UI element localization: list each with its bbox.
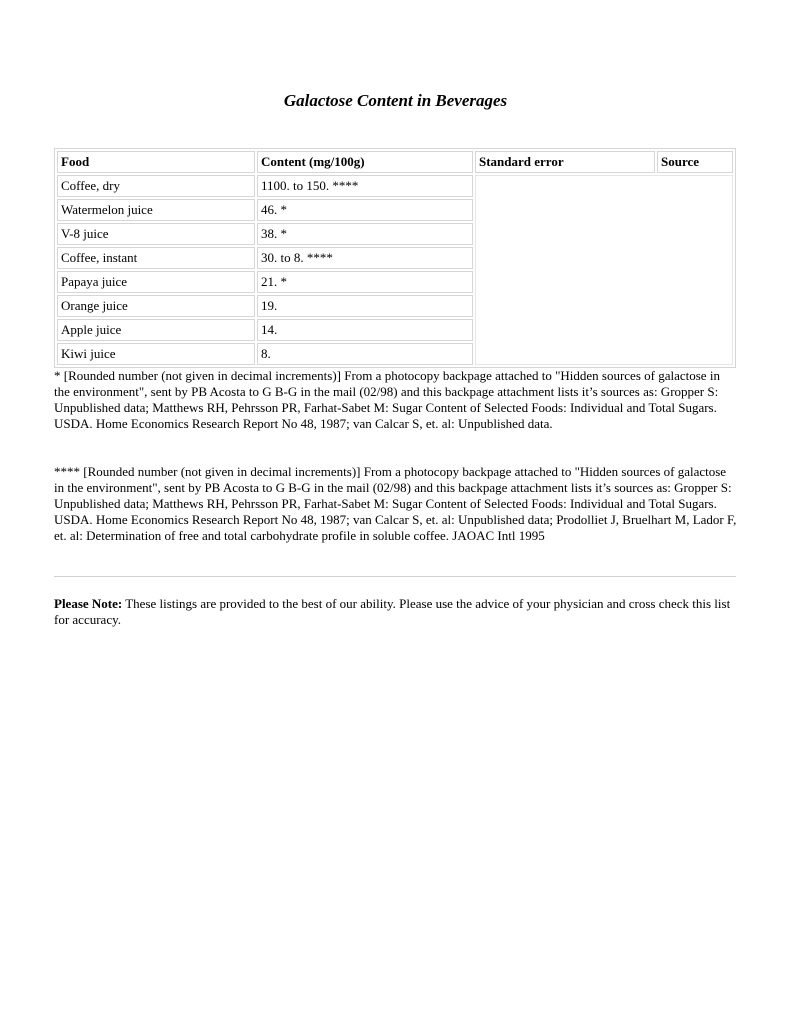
table-header-row	[57, 151, 733, 173]
please-note	[54, 596, 738, 628]
cell-food: Papaya juice	[57, 271, 255, 293]
please-note-label: Please Note:	[54, 596, 123, 611]
cell-content: 46. *	[257, 199, 473, 221]
cell-content: 38. *	[257, 223, 473, 245]
footnote-single-asterisk: * [Rounded number (not given in decimal increments)] From a photocopy backpage attached to "Hidden sources of galactose in the environment", sent by PB Acosta to G B-G in the mail (02/98) and this backpage attachment lists it’s sources as: Gropper S: Unpublished data; Matthews RH, Pehrsson PR, Farhat-Sabet M: Sugar Content of Selected Foods: Individual and Total Sugars. USDA. Home Economics Research Report No 48, 1987; van Calcar S, et. al: Unpublished data.	[54, 368, 720, 431]
galactose-table	[54, 148, 736, 368]
cell-content: 1100. to 150. ****	[257, 175, 473, 197]
cell-food: Coffee, dry	[57, 175, 255, 197]
cell-content: 19.	[257, 295, 473, 317]
please-note-text: These listings are provided to the best of our ability. Please use the advice of your physician and cross check this list for accuracy.	[54, 596, 731, 627]
cell-content: 14.	[257, 319, 473, 341]
cell-food: Orange juice	[57, 295, 255, 317]
empty-merged-cell	[475, 175, 733, 365]
cell-food: Coffee, instant	[57, 247, 255, 269]
page-title: Galactose Content in Beverages	[283, 91, 508, 110]
cell-food: Apple juice	[57, 319, 255, 341]
table-row	[57, 175, 733, 197]
cell-food: Kiwi juice	[57, 343, 255, 365]
cell-content: 21. *	[257, 271, 473, 293]
cell-content: 30. to 8. ****	[257, 247, 473, 269]
header-standard-error: Standard error	[475, 151, 655, 173]
divider	[54, 576, 736, 577]
cell-food: Watermelon juice	[57, 199, 255, 221]
cell-food: V-8 juice	[57, 223, 255, 245]
header-content: Content (mg/100g)	[257, 151, 473, 173]
cell-content: 8.	[257, 343, 473, 365]
header-food: Food	[57, 151, 255, 173]
footnote-four-asterisks: **** [Rounded number (not given in decimal increments)] From a photocopy backpage attached to "Hidden sources of galactose in the environment", sent by PB Acosta to G B-G in the mail (02/98) and this backpage attachment lists it’s sources as: Gropper S: Unpublished data; Matthews RH, Pehrsson PR, Farhat-Sabet M: Sugar Content of Selected Foods: Individual and Total Sugars. USDA. Home Economics Research Report No 48, 1987; van Calcar S, et. al: Unpublished data; Prodolliet J, Bruelhart M, Lador F, et. al: Determination of free and total carbohydrate profile in soluble coffee. JAOAC Intl 1995	[54, 464, 737, 543]
header-source: Source	[657, 151, 733, 173]
